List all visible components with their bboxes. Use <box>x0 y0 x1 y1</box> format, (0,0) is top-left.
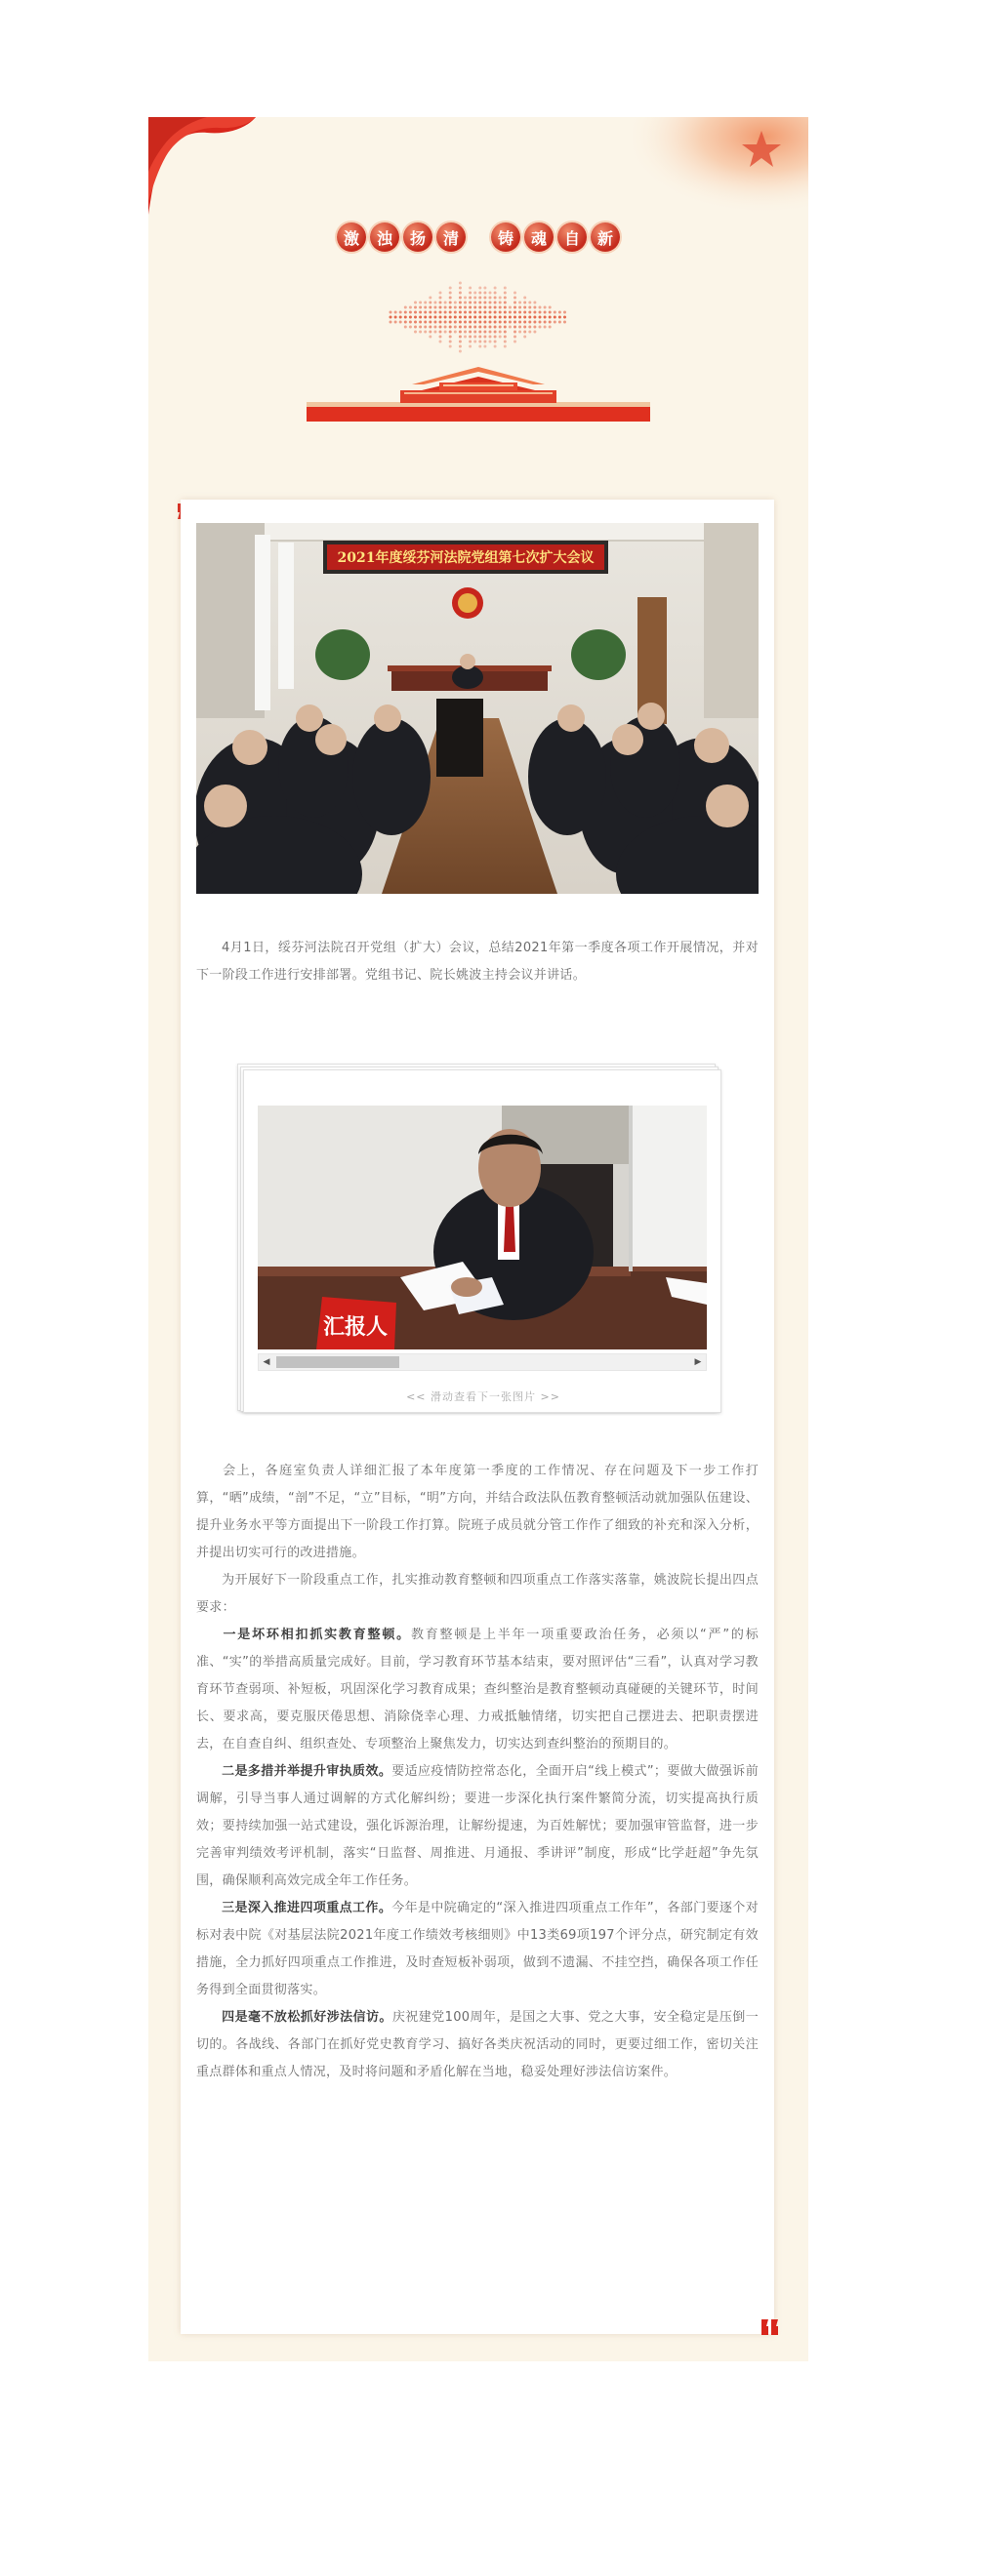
image-gallery[interactable] <box>237 1064 721 1415</box>
scroll-thumb[interactable] <box>276 1356 399 1368</box>
body-paragraph: 二是多措并举提升审执质效。要适应疫情防控常态化，全面开启“线上模式”；要做大做强诉前调解，引导当事人通过调解的方式化解纠纷；要进一步深化执行案件繁简分流，切实提高执行质效；要持续加强一站式建设，强化诉源治理，让解纷提速，为百姓解忧；要加强审管监督，进一步完善审判绩效考评机制，落实“日监督、周推进、月通报、季讲评”制度，形成“比学赶超”争先氛围，确保顺利高效完成全年工作任务。 <box>196 1764 760 1888</box>
slogan-char: 清 <box>436 222 466 252</box>
body-paragraph: 四是毫不放松抓好涉法信访。庆祝建党100周年，是国之大事、党之大事，安全稳定是压倒一切的。各战线、各部门在抓好党史教育学习、搞好各类庆祝活动的同时，更要过细工作，密切关注重点群体和重点人情况，及时将问题和矛盾化解在当地，稳妥处理好涉法信访案件。 <box>196 2010 759 2079</box>
scroll-left-arrow-icon[interactable]: ◀ <box>263 1357 270 1367</box>
slogan-char: 扬 <box>403 222 432 252</box>
body-paragraph: 会上，各庭室负责人详细汇报了本年度第一季度的工作情况、存在问题及下一步工作打算，“晒”成绩，“剖”不足，“立”目标，“明”方向，并结合政法队伍教育整顿活动就加强队伍建设、提升业务水平等方面提出下一阶段工作打算。院班子成员就分管工作作了细致的补充和深入分析，并提出切实可行的改进措施。 <box>196 1464 759 1560</box>
article-body <box>196 1458 759 2086</box>
slogan-char: 浊 <box>370 222 399 252</box>
article-frame <box>148 117 808 2361</box>
slogan-char: 自 <box>557 222 587 252</box>
gallery-photo[interactable] <box>258 1106 707 1349</box>
meeting-banner-text: 2021年度绥芬河法院党组第七次扩大会议 <box>337 550 595 566</box>
body-paragraph: 为开展好下一阶段重点工作，扎实推动教育整顿和四项重点工作落实落靠，姚波院长提出四点要求： <box>196 1573 759 1615</box>
quote-close-icon <box>759 2319 778 2335</box>
slogan-char: 铸 <box>491 222 520 252</box>
body-paragraph: 三是深入推进四项重点工作。今年是中院确定的“深入推进四项重点工作年”，各部门要逐个对标对表中院《对基层法院2021年度工作绩效考核细则》中13类69项197个评分点，研究制定有效措施，全力抓好四项重点工作推进，及时查短板补弱项，做到不遗漏、不挂空挡，确保各项工作任务得到全面贯彻落实。 <box>196 1901 760 1997</box>
sun-star-decoration <box>633 117 808 215</box>
scroll-right-arrow-icon[interactable]: ▶ <box>694 1357 702 1367</box>
gallery-swipe-hint: << 滑动查看下一张图片 >> <box>406 1390 560 1403</box>
content-card <box>181 500 774 2334</box>
slogan-title <box>148 222 808 252</box>
nameplate-text: 汇报人 <box>322 1314 389 1340</box>
gallery-scrollbar[interactable] <box>258 1353 707 1371</box>
red-flag-decoration <box>148 117 256 215</box>
slogan-char: 激 <box>337 222 366 252</box>
intro-paragraph: 4月1日，绥芬河法院召开党组（扩大）会议，总结2021年第一季度各项工作开展情况，并对下一阶段工作进行安排部署。党组书记、院长姚波主持会议并讲话。 <box>196 941 759 983</box>
meeting-photo <box>196 523 759 894</box>
gallery-card <box>243 1069 721 1413</box>
body-paragraph: 一是坏环相扣抓实教育整顿。教育整顿是上半年一项重要政治任务，必须以“严”的标准、“实”的举措高质量完成好。目前，学习教育环节基本结束，要对照评估“三看”，认真对学习教育环节查弱项、补短板，巩固深化学习教育成果；查纠整治是教育整顿动真碰硬的关键环节，时间长、要求高，要克服厌倦思想、消除侥幸心理、力戒抵触情绪，切实把自己摆进去、把职责摆进去，在自查自纠、组织查处、专项整治上聚焦发力，切实达到查纠整治的预期目的。 <box>196 1628 759 1751</box>
slogan-char: 魂 <box>524 222 554 252</box>
soundwave-decoration <box>387 275 570 359</box>
tiananmen-icon <box>307 363 650 422</box>
slogan-char: 新 <box>591 222 620 252</box>
